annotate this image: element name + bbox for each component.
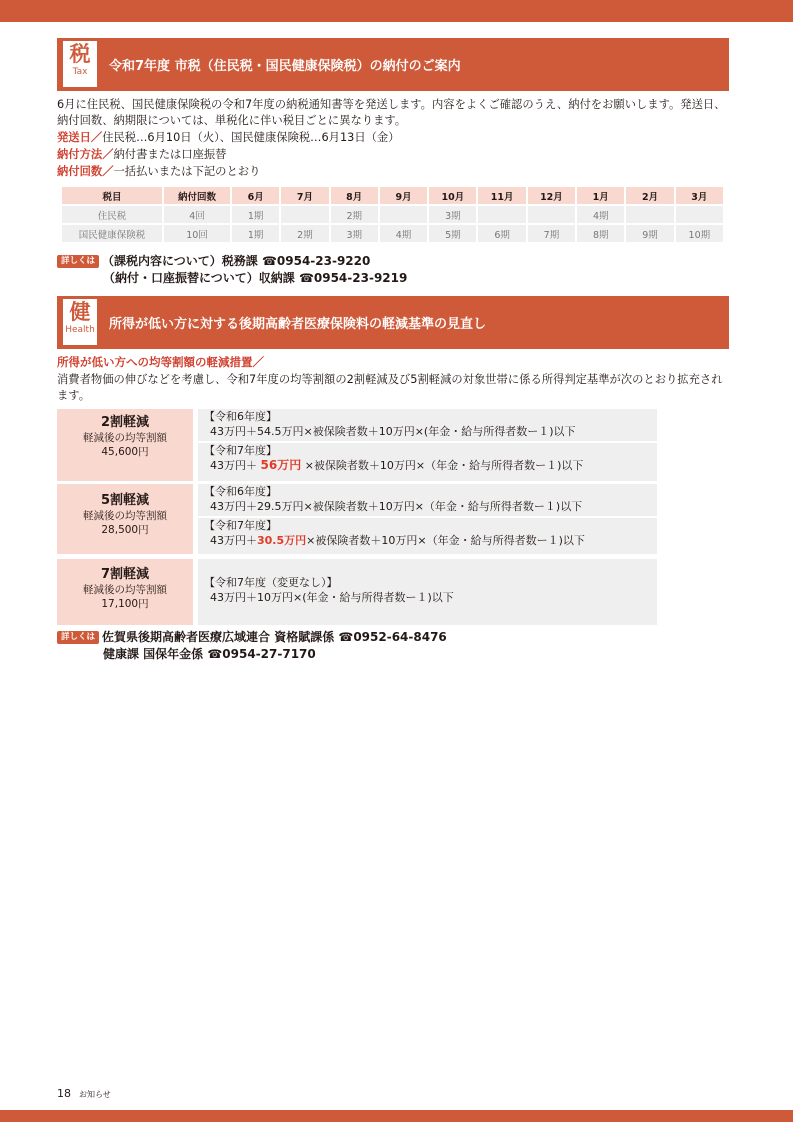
table-header-cell: 6月 — [232, 187, 279, 204]
table-cell: 国民健康保険税 — [62, 225, 162, 242]
table-cell: 10回 — [164, 225, 230, 242]
table-cell: 4回 — [164, 206, 230, 223]
tax-emblem-kanji: 税 — [69, 42, 91, 66]
payment-count-value: 一括払いまたは下記のとおり — [113, 165, 261, 178]
table-cell: 1期 — [232, 206, 279, 223]
health-emblem-kanji: 健 — [69, 300, 91, 324]
health-contact-text-1: 佐賀県後期高齢者医療広域連合 資格賦課係 ☎0952-64-8476 — [102, 630, 447, 644]
tier-2wari-box — [57, 409, 193, 481]
table-cell: 1期 — [232, 225, 279, 242]
table-cell: 7期 — [528, 225, 575, 242]
payment-method-value: 納付書または口座振替 — [113, 148, 227, 161]
tax-section-header — [57, 38, 729, 91]
health-section-title: 所得が低い方に対する後期高齢者医療保険料の軽減基準の見直し — [109, 317, 487, 332]
tier-5wari-r6-box — [198, 484, 657, 516]
details-badge: 詳しくは — [57, 255, 99, 268]
payment-schedule-table — [60, 185, 725, 244]
tier-amount: 45,600円 — [101, 446, 149, 458]
fiscal-year-label: 【令和7年度】 — [204, 519, 277, 532]
table-cell: 8期 — [577, 225, 624, 242]
table-header-cell: 11月 — [478, 187, 525, 204]
page-footer — [57, 1087, 111, 1100]
table-cell — [528, 206, 575, 223]
tax-contact-text-1: （課税内容について）税務課 ☎0954-23-9220 — [102, 254, 371, 268]
fiscal-year-label: 【令和6年度】 — [204, 485, 277, 498]
fiscal-year-label: 【令和7年度（変更なし）】 — [204, 576, 338, 589]
tax-emblem-label: Tax — [72, 67, 88, 77]
table-header-row — [62, 187, 723, 204]
table-header-cell: 7月 — [281, 187, 328, 204]
tier-amount: 28,500円 — [101, 524, 149, 536]
payment-count-label: 納付回数／ — [57, 165, 114, 178]
fiscal-year-label: 【令和6年度】 — [204, 410, 277, 423]
send-date-value: 住民税…6月10日（火）、国民健康保険税…6月13日（金） — [102, 131, 400, 144]
health-contact-text-2: 健康課 国保年金係 ☎0954-27-7170 — [103, 647, 316, 661]
table-cell: 3期 — [331, 225, 378, 242]
health-contact-line-2 — [57, 647, 447, 662]
table-cell: 10期 — [676, 225, 723, 242]
table-cell — [478, 206, 525, 223]
formula-prefix: 43万円＋ — [210, 534, 257, 547]
table-cell — [626, 206, 673, 223]
table-cell: 4期 — [380, 225, 427, 242]
table-cell: 9期 — [626, 225, 673, 242]
tier-subtitle: 軽減後の均等割額 — [83, 584, 167, 596]
table-cell: 5期 — [429, 225, 476, 242]
table-header-cell: 税目 — [62, 187, 162, 204]
tier-subtitle: 軽減後の均等割額 — [83, 510, 167, 522]
health-contact-line-1 — [57, 630, 447, 645]
table-header-cell: 2月 — [626, 187, 673, 204]
top-accent-bar — [0, 0, 793, 22]
health-subheading: 所得が低い方への均等割額の軽減措置／ — [57, 355, 264, 369]
formula: 43万円＋54.5万円×被保険者数＋10万円×(年金・給与所得者数ー１)以下 — [210, 425, 576, 438]
table-header-cell: 12月 — [528, 187, 575, 204]
send-date-label: 発送日／ — [57, 131, 103, 144]
publication-name: お知らせ — [79, 1090, 111, 1099]
table-header-cell: 10月 — [429, 187, 476, 204]
tax-contact — [57, 254, 407, 286]
table-row — [62, 225, 723, 242]
tax-contact-text-2: （納付・口座振替について）収納課 ☎0954-23-9219 — [103, 271, 408, 285]
bottom-accent-bar — [0, 1110, 793, 1122]
table-header-cell: 納付回数 — [164, 187, 230, 204]
table-header-cell: 1月 — [577, 187, 624, 204]
send-date-line — [57, 130, 400, 146]
table-cell — [676, 206, 723, 223]
table-cell — [380, 206, 427, 223]
payment-method-label: 納付方法／ — [57, 148, 114, 161]
payment-method-line — [57, 147, 226, 163]
page-number: 18 — [57, 1087, 71, 1100]
tier-amount: 17,100円 — [101, 598, 149, 610]
health-emblem-label: Health — [65, 325, 95, 335]
table-cell — [281, 206, 328, 223]
table-cell: 3期 — [429, 206, 476, 223]
tier-2wari-r6-box — [198, 409, 657, 441]
formula: 43万円＋29.5万円×被保険者数＋10万円×（年金・給与所得者数ー１)以下 — [210, 500, 583, 513]
tax-contact-line-2 — [57, 271, 407, 286]
tier-name: 7割軽減 — [100, 567, 150, 582]
table-cell: 6期 — [478, 225, 525, 242]
formula-suffix: ×被保険者数＋10万円×（年金・給与所得者数ー１)以下 — [306, 534, 585, 547]
table-row — [62, 206, 723, 223]
formula-highlight: 56万円 — [260, 458, 302, 472]
tier-7wari-box-detail — [198, 559, 657, 625]
health-emblem — [63, 299, 97, 345]
tier-subtitle: 軽減後の均等割額 — [83, 432, 167, 444]
table-header-cell: 9月 — [380, 187, 427, 204]
table-cell: 4期 — [577, 206, 624, 223]
tax-contact-line-1 — [57, 254, 407, 269]
details-badge: 詳しくは — [57, 631, 99, 644]
table-cell: 2期 — [331, 206, 378, 223]
tax-emblem — [63, 41, 97, 87]
tax-section-title: 令和7年度 市税（住民税・国民健康保険税）の納付のご案内 — [109, 59, 461, 74]
tier-5wari-box — [57, 484, 193, 554]
tier-2wari-r7-box — [198, 443, 657, 481]
tier-5wari-r7-box — [198, 518, 657, 554]
tax-intro: 6月に住民税、国民健康保険税の令和7年度の納税通知書等を発送します。内容をよくご確認のうえ、納付をお願いします。発送日、納付回数、納期限については、単税化に伴い税目ごとに異なります。 — [57, 98, 726, 127]
tier-name: 2割軽減 — [100, 415, 150, 430]
formula-prefix: 43万円＋ — [210, 459, 261, 472]
table-header-cell: 8月 — [331, 187, 378, 204]
formula: 43万円＋10万円×(年金・給与所得者数ー１)以下 — [210, 591, 454, 604]
formula-suffix: ×被保険者数＋10万円×（年金・給与所得者数ー１)以下 — [301, 459, 584, 472]
formula-highlight: 30.5万円 — [257, 534, 307, 547]
tier-7wari-box — [57, 559, 193, 625]
payment-count-line — [57, 164, 260, 180]
table-cell: 2期 — [281, 225, 328, 242]
table-cell: 住民税 — [62, 206, 162, 223]
formula — [198, 458, 657, 473]
health-contact — [57, 630, 447, 662]
health-intro: 消費者物価の伸びなどを考慮し、令和7年度の均等割額の2割軽減及び5割軽減の対象世帯に係る所得判定基準が次のとおり拡充されます。 — [57, 373, 723, 402]
table-header-cell: 3月 — [676, 187, 723, 204]
tier-name: 5割軽減 — [100, 493, 150, 508]
formula — [198, 533, 657, 548]
fiscal-year-label: 【令和7年度】 — [204, 444, 277, 457]
health-section-header — [57, 296, 729, 349]
